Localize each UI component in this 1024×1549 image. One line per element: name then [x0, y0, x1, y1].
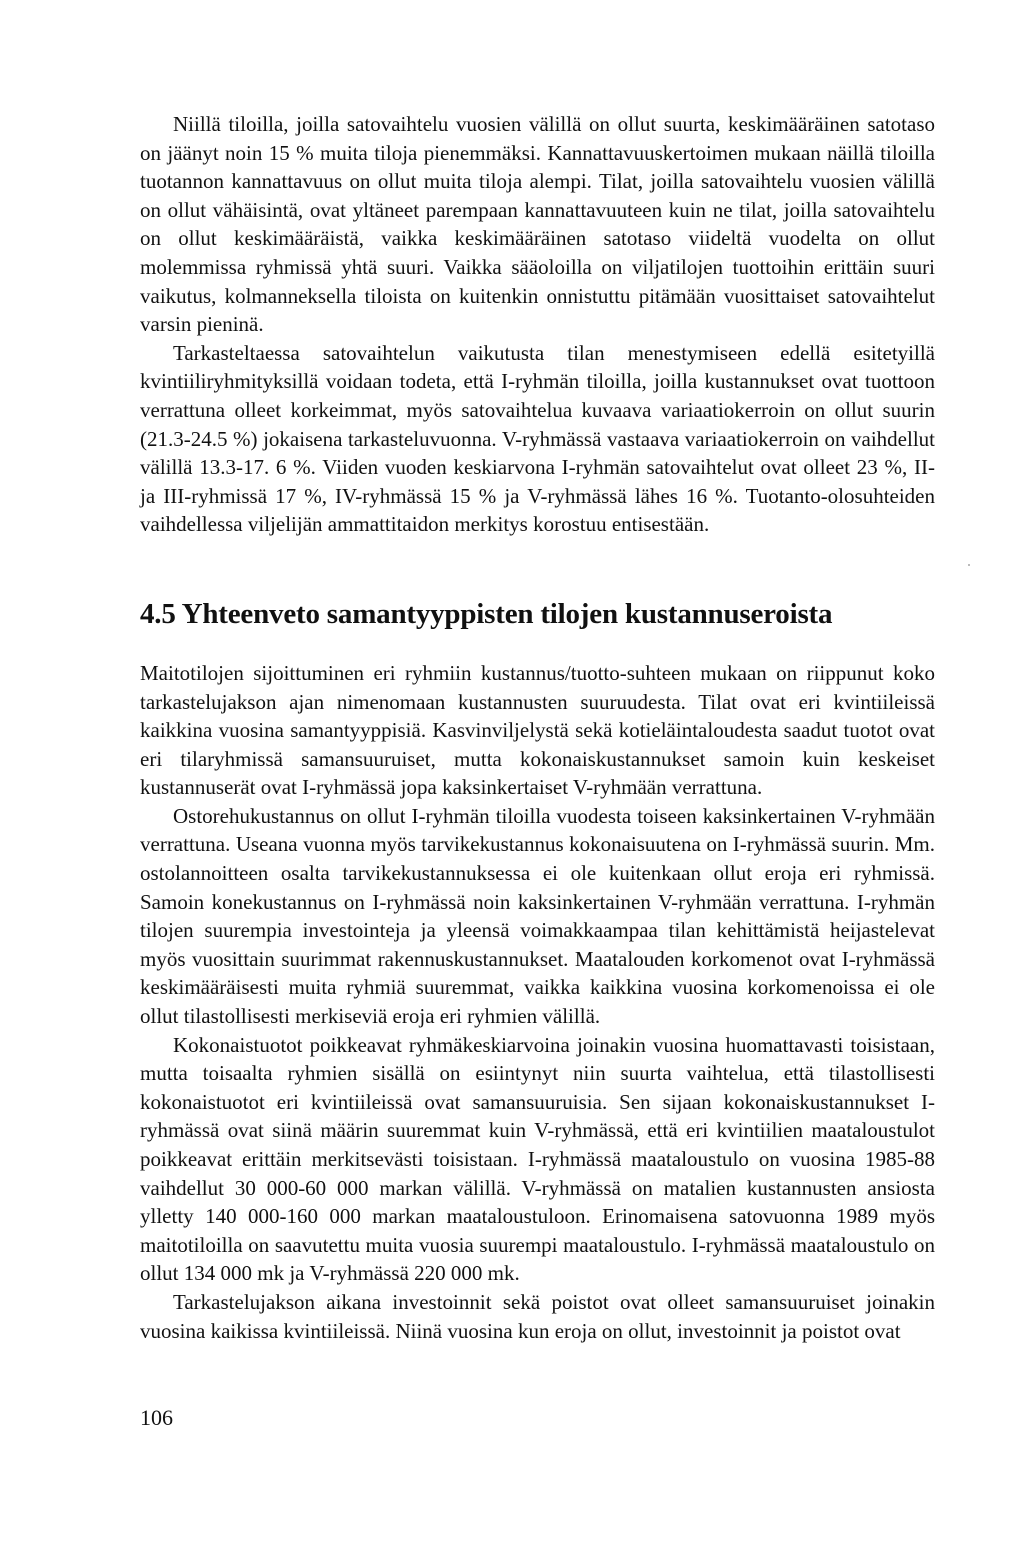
scan-speck	[968, 564, 970, 566]
page-number: 106	[140, 1405, 173, 1430]
document-page	[140, 110, 935, 1345]
paragraph-quintile-analysis: Tarkasteltaessa satovaihtelun vaikutusta tilan menestymiseen edellä esitetyillä kvintiiliryhmityksillä voidaan todeta, että I-ryhmän tiloilla, joilla kustannukset ovat tuottoon verrattuna olleet korkeimmat, myös satovaihtelua kuvaava variaatiokerroin on ollut suurin (21.3-24.5 %) jokaisena tarkasteluvuonna. V-ryhmässä vastaava variaatiokerroin on vaihdellut välillä 13.3-17. 6 %. Viiden vuoden keskiarvona I-ryhmän satovaihtelut ovat olleet 23 %, II- ja III-ryhmissä 17 %, IV-ryhmässä 15 % ja V-ryhmässä lähes 16 %. Tuotanto-olosuhteiden vaihdellessa viljelijän ammattitaidon merkitys korostuu entisestään.	[140, 340, 935, 537]
paragraph-feed-costs: Ostorehukustannus on ollut I-ryhmän tiloilla vuodesta toiseen kaksinkertainen V-ryhmään verrattuna. Useana vuonna myös tarvikekustannus kokonaisuutena on I-ryhmässä suurin. Mm. ostolannoitteen osalta tarvikekustannuksessa ei ole kuitenkaan ollut eroja eri ryhmissä. Samoin konekustannus on I-ryhmässä noin kaksinkertainen V-ryhmään verrattuna. I-ryhmän tilojen suurempia investointeja ja yleensä voimakkaampaa tilan kehittämistä heijastelevat myös vuosittain suurimmat rakennuskustannukset. Maatalouden korkomenot ovat I-ryhmässä keskimääräisesti muita ryhmiä suuremmat, vaikka kaikkina vuosina korkomenoissa ei ole ollut tilastollisesti merkiseviä eroja eri ryhmien välillä.	[140, 803, 935, 1029]
section-heading: 4.5 Yhteenveto samantyyppisten tilojen kustannuseroista	[140, 597, 833, 630]
paragraph-investments: Tarkastelujakson aikana investoinnit sekä poistot ovat olleet samansuuruiset joinakin vuosina kaikissa kvintiileissä. Niinä vuosina kun eroja on ollut, investoinnit ja poistot ovat	[140, 1289, 935, 1343]
paragraph-dairy-farms: Maitotilojen sijoittuminen eri ryhmiin kustannus/tuotto-suhteen mukaan on riippunut koko tarkastelujakson ajan nimenomaan kustannusten suuruudesta. Tilat ovat eri kvintiileissä kaikkina vuosina samantyyppisiä. Kasvinviljelystä sekä kotieläintaloudesta saadut tuotot ovat eri tilaryhmissä samansuuruiset, mutta kokonaiskustannukset samoin kuin keskeiset kustannuserät ovat I-ryhmässä jopa kaksinkertaiset V-ryhmään verrattuna.	[140, 660, 935, 800]
paragraph-crop-yield-variation: Niillä tiloilla, joilla satovaihtelu vuosien välillä on ollut suurta, keskimääräinen satotaso on jäänyt noin 15 % muita tiloja pienemmäksi. Kannattavuuskertoimen mukaan näillä tiloilla tuotannon kannattavuus on ollut muita tiloja alempi. Tilat, joilla satovaihtelu vuosien välillä on ollut vähäisintä, ovat yltäneet parempaan kannattavuuteen kuin ne tilat, joilla satovaihtelu on ollut keskimääräistä, vaikka keskimääräinen satotaso viideltä vuodelta on ollut molemmissa ryhmissä yhtä suuri. Vaikka sääoloilla on viljatilojen tuottoihin erittäin suuri vaikutus, kolmanneksella tiloista on kuitenkin onnistuttu pitämään vuosittaiset satovaihtelut varsin pieninä.	[140, 112, 935, 337]
paragraph-total-returns: Kokonaistuotot poikkeavat ryhmäkeskiarvoina joinakin vuosina huomattavasti toisistaan, mutta toisaalta ryhmien sisällä on esiintynyt niin suurta vaihtelua, että tilastollisesti kokonaistuotot eri kvintiileissä ovat samansuuruisia. Sen sijaan kokonaiskustannukset I-ryhmässä ovat siinä määrin suuremmat kuin V-ryhmässä, että eri kvintiilien maataloustulot poikkeavat erittäin merkitsevästi toisistaan. I-ryhmässä maataloustulo on vuosina 1985-88 vaihdellut 30 000-60 000 markan välillä. V-ryhmässä on matalien kustannusten ansiosta ylletty 140 000-160 000 markan maataloustuloon. Erinomaisena satovuonna 1989 myös maitotiloilla on saavutettu muita vuosia suurempi maataloustulo. I-ryhmässä maataloustulo on ollut 134 000 mk ja V-ryhmässä 220 000 mk.	[140, 1032, 935, 1286]
